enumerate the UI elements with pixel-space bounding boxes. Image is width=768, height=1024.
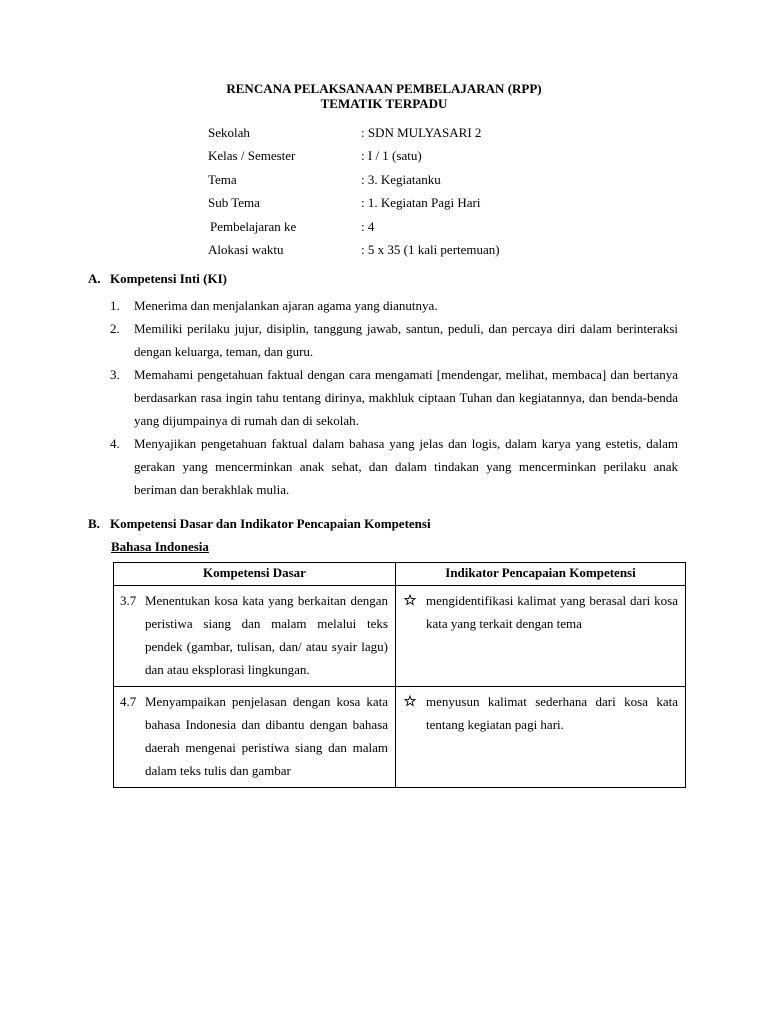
star-bullet-icon [404,594,416,606]
document-subtitle: TEMATIK TERPADU [320,96,448,111]
section-b-heading [88,516,431,532]
list-text: Memiliki perilaku jujur, disiplin, tanggung jawab, santun, peduli, dan percaya diri dalam berinteraksi dengan keluarga, teman, dan guru. [134,321,678,359]
subject-heading: Bahasa Indonesia [111,539,209,554]
indicator-text: mengidentifikasi kalimat yang berasal dari kosa kata yang terkait dengan tema [426,593,678,631]
section-letter: A. [88,271,101,286]
identity-label: Alokasi waktu [208,241,284,257]
kd-code: 4.7 [120,694,137,709]
identity-label: Kelas / Semester [208,148,296,164]
identity-row-school [208,125,628,148]
section-title: Kompetensi Inti (KI) [110,271,227,286]
section-letter: B. [88,516,100,531]
identity-value: : 5 x 35 (1 kali pertemuan) [361,241,500,257]
identity-value: : SDN MULYASARI 2 [361,125,482,140]
kd-text: Menyampaikan penjelasan dengan kosa kata bahasa Indonesia dan dibantu dengan bahasa daerah mengenai peristiwa siang dan malam dalam teks tulis dan gambar [145,694,388,778]
identity-value: : 1. Kegiatan Pagi Hari [361,195,481,211]
list-item [110,432,678,501]
identity-row-theme [208,172,628,195]
indicator-cell [396,586,686,687]
identity-label: Pembelajaran ke [210,218,297,234]
list-number: 2. [110,321,120,336]
identity-value: : I / 1 (satu) [361,148,422,164]
table-header-row [114,563,686,586]
list-text: Menerima dan menjalankan ajaran agama yang dianutnya. [134,298,438,313]
list-number: 3. [110,367,120,382]
list-item [110,363,678,432]
core-competency-list [110,294,678,501]
section-title: Kompetensi Dasar dan Indikator Pencapaian Kompetensi [110,516,431,531]
document-title: RENCANA PELAKSANAAN PEMBELAJARAN (RPP) [226,81,542,96]
kd-cell [114,687,396,788]
identity-value: : 3. Kegiatanku [361,171,441,187]
list-text: Memahami pengetahuan faktual dengan cara mengamati [mendengar, melihat, membaca] dan bertanya berdasarkan rasa ingin tahu tentang dirinya, makhluk ciptaan Tuhan dan kegiatannya, dan benda-benda yang dijumpainya di rumah dan di sekolah. [134,367,678,428]
list-number: 1. [110,298,120,313]
identity-label: Sekolah [208,125,250,140]
table-row [114,687,686,788]
identity-label: Sub Tema [208,195,260,211]
column-header-indicator: Indikator Pencapaian Kompetensi [396,563,686,586]
identity-label: Tema [208,171,237,187]
section-a-heading [88,271,227,287]
list-item [110,294,678,317]
kd-text: Menentukan kosa kata yang berkaitan dengan peristiwa siang dan malam melalui teks pendek (gambar, tulisan, dan/ atau syair lagu) dan atau eksplorasi lingkungan. [145,593,388,677]
star-bullet-icon [404,695,416,707]
competency-table [113,562,686,788]
identity-row-time [208,242,628,265]
identity-row-lesson [208,219,628,242]
identity-value: : 4 [361,218,375,234]
identity-block [208,125,628,265]
list-number: 4. [110,436,120,451]
indicator-text: menyusun kalimat sederhana dari kosa kata tentang kegiatan pagi hari. [426,694,678,732]
identity-row-subtheme [208,195,628,218]
table-row [114,586,686,687]
indicator-cell [396,687,686,788]
list-item [110,317,678,363]
kd-code: 3.7 [120,593,137,608]
column-header-kd: Kompetensi Dasar [114,563,396,586]
list-text: Menyajikan pengetahuan faktual dalam bahasa yang jelas dan logis, dalam karya yang estetis, dalam gerakan yang mencerminkan anak sehat, dan dalam tindakan yang mencerminkan perilaku anak beriman dan berakhlak mulia. [134,436,678,497]
kd-cell [114,586,396,687]
identity-row-class [208,148,628,171]
